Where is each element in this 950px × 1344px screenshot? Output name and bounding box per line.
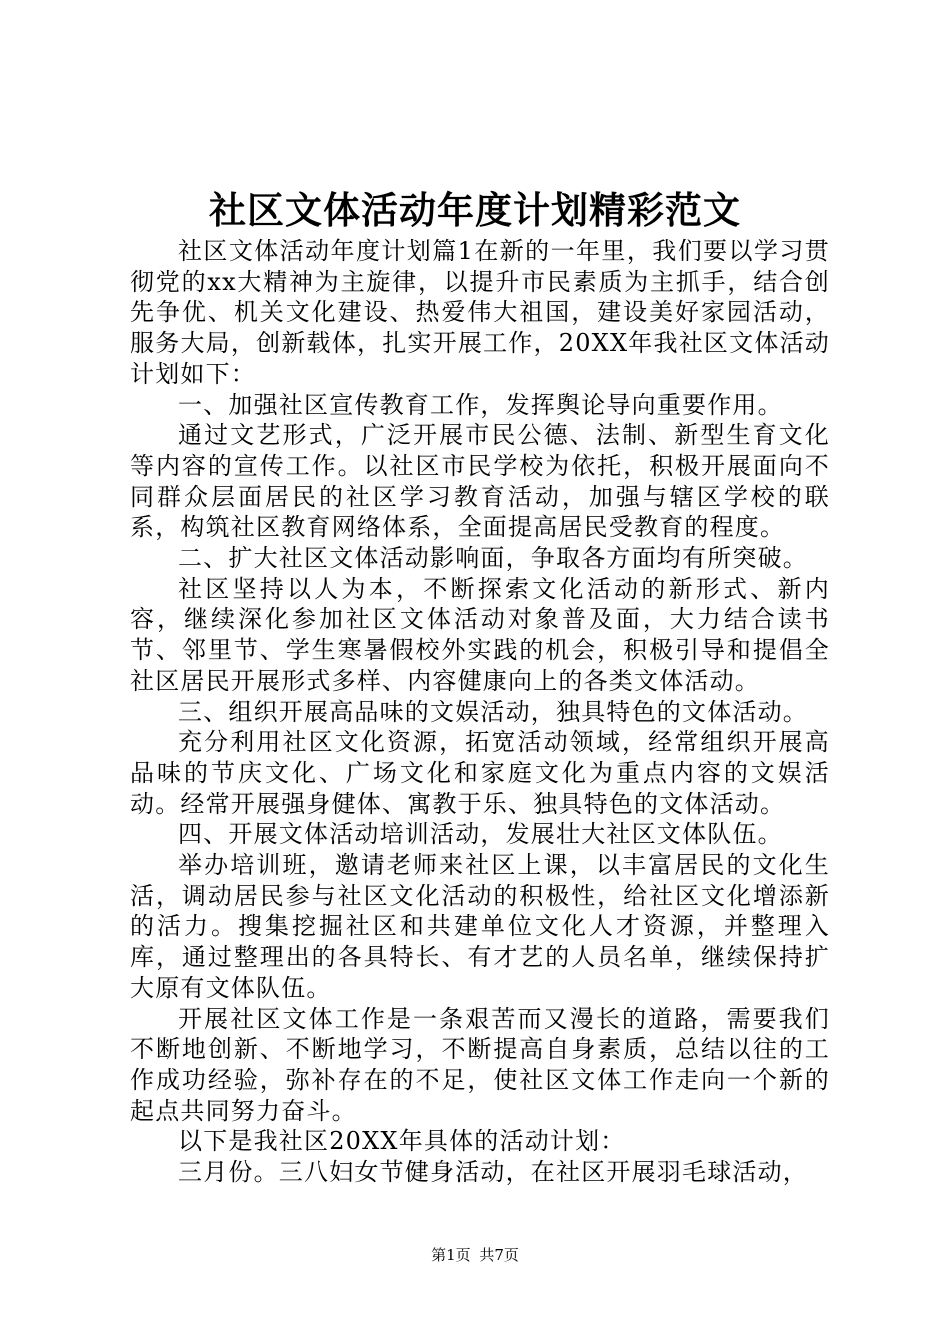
page-number: 第1页 xyxy=(431,1246,471,1264)
section-heading: 一、加强社区宣传教育工作，发挥舆论导向重要作用。 xyxy=(178,390,783,419)
section-heading: 二、扩大社区文体活动影响面，争取各方面均有所突破。 xyxy=(178,544,808,573)
paragraph: 社区文体活动年度计划篇1在新的一年里，我们要以学习贯彻党的xx大精神为主旋律，以提升市民素质为主抓手，结合创先争优、机关文化建设、热爱伟大祖国，建设美好家园活动，服务大局，创新载体，扎实开展工作，20XX年我社区文体活动计划如下： xyxy=(130,237,830,388)
paragraph: 充分利用社区文化资源，拓宽活动领域，经常组织开展高品味的节庆文化、广场文化和家庭文化为重点内容的文娱活动。经常开展强身健体、寓教于乐、独具特色的文体活动。 xyxy=(130,728,830,818)
page-total: 共7页 xyxy=(479,1246,519,1264)
document-body xyxy=(130,236,830,1188)
page-footer xyxy=(0,1245,950,1265)
paragraph: 以下是我社区20XX年具体的活动计划： xyxy=(178,1127,626,1156)
section-heading: 三、组织开展高品味的文娱活动，独具特色的文体活动。 xyxy=(178,697,808,726)
paragraph: 社区坚持以人为本，不断探索文化活动的新形式、新内容，继续深化参加社区文体活动对象普及面，大力结合读书节、邻里节、学生寒暑假校外实践的机会，积极引导和提倡全社区居民开展形式多样、内容健康向上的各类文体活动。 xyxy=(130,574,830,695)
document-title: 社区文体活动年度计划精彩范文 xyxy=(209,188,741,232)
paragraph: 举办培训班，邀请老师来社区上课，以丰富居民的文化生活，调动居民参与社区文化活动的积极性，给社区文化增添新的活力。搜集挖掘社区和共建单位文化人才资源，并整理入库，通过整理出的各具特长、有才艺的人员名单，继续保持扩大原有文体队伍。 xyxy=(130,851,830,1002)
paragraph: 三月份。三八妇女节健身活动，在社区开展羽毛球活动， xyxy=(178,1158,808,1187)
section-heading: 四、开展文体活动培训活动，发展壮大社区文体队伍。 xyxy=(178,820,783,849)
paragraph: 开展社区文体工作是一条艰苦而又漫长的道路，需要我们不断地创新、不断地学习，不断提高自身素质，总结以往的工作成功经验，弥补存在的不足，使社区文体工作走向一个新的起点共同努力奋斗。 xyxy=(130,1004,830,1125)
paragraph: 通过文艺形式，广泛开展市民公德、法制、新型生育文化等内容的宣传工作。以社区市民学校为依托，积极开展面向不同群众层面居民的社区学习教育活动，加强与辖区学校的联系，构筑社区教育网络体系，全面提高居民受教育的程度。 xyxy=(130,421,830,542)
